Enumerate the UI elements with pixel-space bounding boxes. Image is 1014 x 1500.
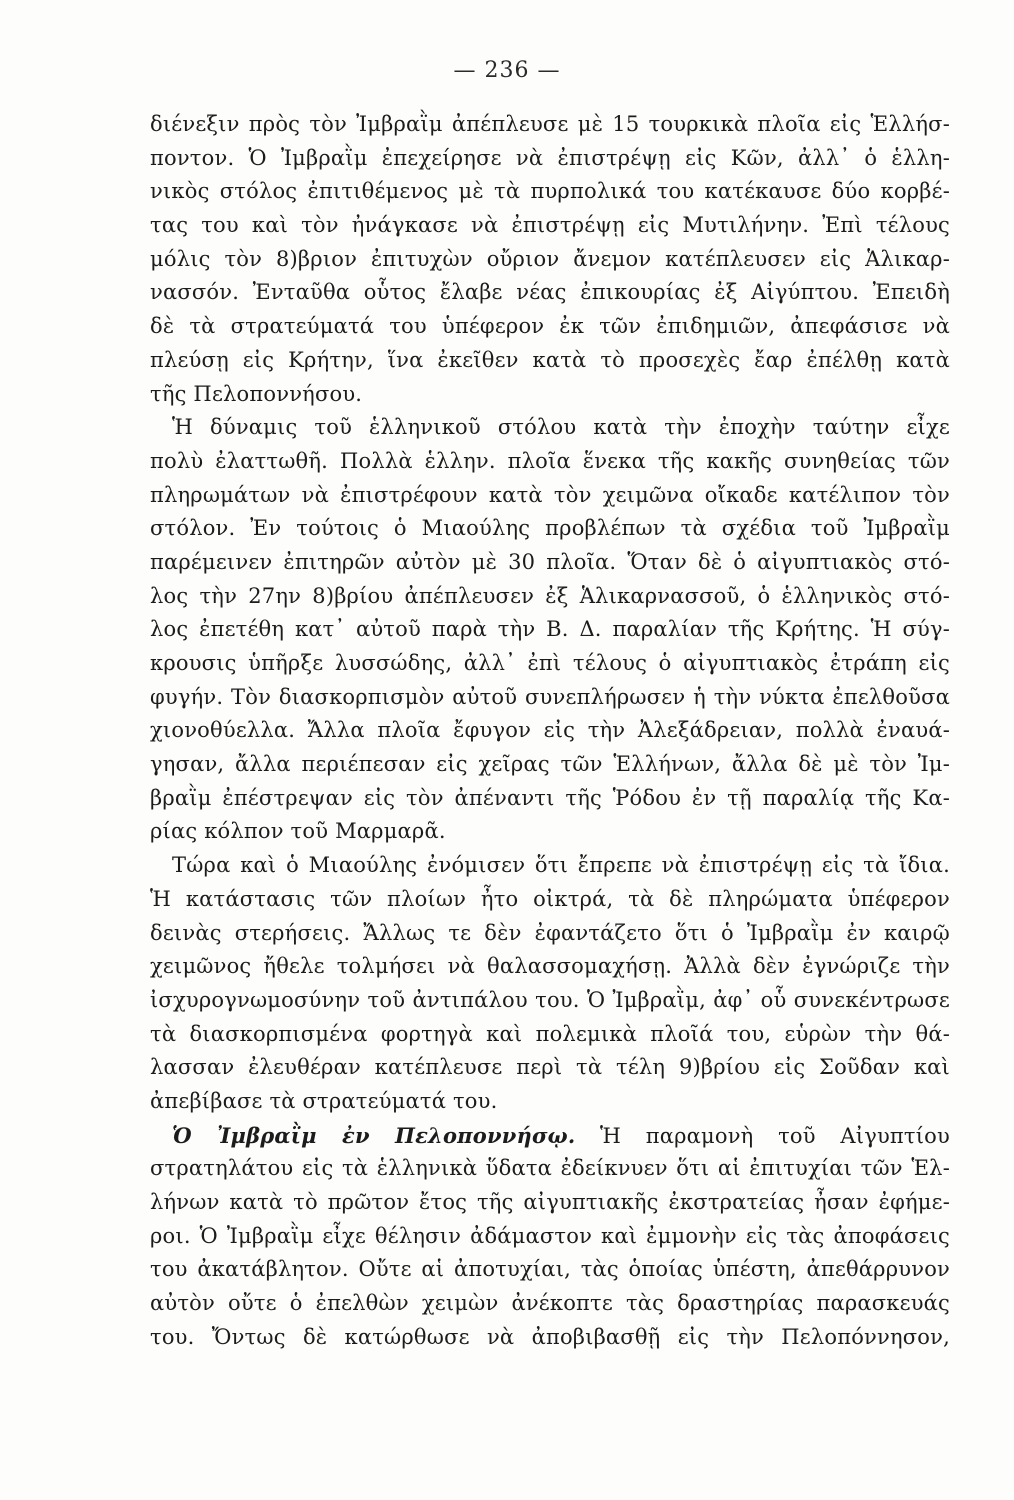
text-line: τῆς Πελοποννήσου. bbox=[150, 381, 363, 406]
page-number: — 236 — bbox=[453, 58, 561, 83]
text-line: ποντον. Ὁ Ἰμβραῒμ ἐπεχείρησε νὰ ἐπιστρέψῃ εἰς Κῶν, ἀλλ᾽ ὁ ἑλλη- bbox=[150, 145, 950, 170]
text-line: διένεξιν πρὸς τὸν Ἰμβραῒμ ἀπέπλευσε μὲ 15 τουρκικὰ πλοῖα εἰς Ἑλλήσ- bbox=[150, 112, 950, 136]
text-line: Ἡ κατάστασις τῶν πλοίων ἦτο οἰκτρά, τὰ δὲ πληρώματα ὑπέφερον bbox=[150, 886, 950, 911]
text-line: κρουσις ὑπῆρξε λυσσώδης, ἀλλ᾽ ἐπὶ τέλους ὁ αἰγυπτιακὸς ἐτράπη εἰς bbox=[150, 651, 950, 675]
text-line: μόλις τὸν 8)βριον ἐπιτυχὼν οὔριον ἄνεμον κατέπλευσεν εἰς Ἁλικαρ- bbox=[150, 246, 950, 271]
text-line: ἀπεβίβασε τὰ στρατεύματά του. bbox=[150, 1088, 498, 1113]
text-line: χειμῶνος ἤθελε τολμήσει νὰ θαλασσομαχήσῃ. Ἀλλὰ δὲν ἐγνώριζε τὴν bbox=[150, 954, 950, 979]
text-line: λος τὴν 27ην 8)βρίου ἀπέπλευσεν ἐξ Ἁλικαρνασσοῦ, ὁ ἑλληνικὸς στό- bbox=[150, 583, 950, 608]
text-line: του. Ὄντως δὲ κατώρθωσε νὰ ἀποβιβασθῇ εἰς τὴν Πελοπόννησον, bbox=[150, 1324, 950, 1349]
section-first-line-rest: Ἡ παραμονὴ τοῦ Αἰγυπτίου bbox=[600, 1123, 950, 1148]
text-line: πλεύσῃ εἰς Κρήτην, ἵνα ἐκεῖθεν κατὰ τὸ προσεχὲς ἔαρ ἐπέλθῃ κατὰ bbox=[150, 347, 950, 372]
section-start-line bbox=[150, 1119, 950, 1153]
text-line: λος ἐπετέθη κατ᾽ αὐτοῦ παρὰ τὴν Β. Δ. παραλίαν τῆς Κρήτης. Ἡ σύγ- bbox=[150, 617, 950, 642]
text-line: νασσόν. Ἐνταῦθα οὗτος ἔλαβε νέας ἐπικουρίας ἐξ Αἰγύπτου. Ἐπειδὴ bbox=[150, 280, 950, 305]
text-line: τας του καὶ τὸν ἠνάγκασε νὰ ἐπιστρέψῃ εἰς Μυτιλήνην. Ἐπὶ τέλους bbox=[150, 213, 950, 238]
text-line: φυγήν. Τὸν διασκορπισμὸν αὐτοῦ συνεπλήρωσεν ἡ τὴν νύκτα ἐπελθοῦσα bbox=[150, 684, 950, 709]
text-line: βραῒμ ἐπέστρεψαν εἰς τὸν ἀπέναντι τῆς Ῥόδου ἐν τῇ παραλίᾳ τῆς Κα- bbox=[150, 785, 950, 810]
text-line: χιονοθύελλα. Ἄλλα πλοῖα ἔφυγον εἰς τὴν Ἀλεξάδρειαν, πολλὰ ἐναυά- bbox=[150, 718, 950, 743]
text-line: αὐτὸν οὔτε ὁ ἐπελθὼν χειμὼν ἀνέκοπτε τὰς δραστηρίας παρασκευάς bbox=[150, 1291, 950, 1316]
text-line: λασσαν ἐλευθέραν κατέπλευσε περὶ τὰ τέλη 9)βρίου εἰς Σοῦδαν καὶ bbox=[150, 1055, 950, 1080]
paragraph-start: Ἡ δύναμις τοῦ ἑλληνικοῦ στόλου κατὰ τὴν ἐποχὴν ταύτην εἶχε bbox=[172, 415, 950, 440]
paragraph-start: Τώρα καὶ ὁ Μιαούλης ἐνόμισεν ὅτι ἔπρεπε νὰ ἐπιστρέψῃ εἰς τὰ ἴδια. bbox=[172, 853, 950, 878]
text-line: δεινὰς στερήσεις. Ἄλλως τε δὲν ἐφαντάζετο ὅτι ὁ Ἰμβραῒμ ἐν καιρῷ bbox=[150, 920, 950, 945]
text-line: ρίας κόλπον τοῦ Μαρμαρᾶ. bbox=[150, 819, 446, 844]
text-line: ροι. Ὁ Ἰμβραῒμ εἶχε θέλησιν ἀδάμαστον καὶ ἐμμονὴν εἰς τὰς ἀποφάσεις bbox=[150, 1223, 950, 1248]
text-line: πληρωμάτων νὰ ἐπιστρέφουν κατὰ τὸν χειμῶνα οἴκαδε κατέλιπον τὸν bbox=[150, 482, 950, 507]
text-line: στόλον. Ἐν τούτοις ὁ Μιαούλης προβλέπων τὰ σχέδια τοῦ Ἰμβραῒμ bbox=[150, 516, 950, 541]
text-line: δὲ τὰ στρατεύματά του ὑπέφερον ἐκ τῶν ἐπιδημιῶν, ἀπεφάσισε νὰ bbox=[150, 314, 950, 339]
text-line: ἰσχυρογνωμοσύνην τοῦ ἀντιπάλου του. Ὁ Ἰμβραῒμ, ἀφ᾽ οὗ συνεκέντρωσε bbox=[150, 987, 950, 1012]
text-line: πολὺ ἐλαττωθῆ. Πολλὰ ἑλλην. πλοῖα ἕνεκα τῆς κακῆς συνηθείας τῶν bbox=[150, 448, 950, 473]
section-heading: Ὁ Ἰμβραῒμ ἐν Πελοποννήσῳ. bbox=[172, 1122, 576, 1148]
text-line: στρατηλάτου εἰς τὰ ἑλληνικὰ ὕδατα ἐδείκνυεν ὅτι αἱ ἐπιτυχίαι τῶν Ἑλ- bbox=[150, 1156, 950, 1181]
text-line: γησαν, ἄλλα περιέπεσαν εἰς χεῖρας τῶν Ἑλλήνων, ἄλλα δὲ μὲ τὸν Ἰμ- bbox=[150, 752, 950, 777]
body-text bbox=[150, 108, 950, 1354]
text-line: λήνων κατὰ τὸ πρῶτον ἔτος τῆς αἰγυπτιακῆς ἐκστρατείας ἦσαν ἐφήμε- bbox=[150, 1190, 950, 1214]
text-line: τὰ διασκορπισμένα φορτηγὰ καὶ πολεμικὰ πλοῖά του, εὑρὼν τὴν θά- bbox=[150, 1021, 950, 1046]
text-line: παρέμεινεν ἐπιτηρῶν αὐτὸν μὲ 30 πλοῖα. Ὅταν δὲ ὁ αἰγυπτιακὸς στό- bbox=[150, 549, 950, 574]
text-line: νικὸς στόλος ἐπιτιθέμενος μὲ τὰ πυρπολικά του κατέκαυσε δύο κορβέ- bbox=[150, 179, 950, 204]
text-line: του ἀκατάβλητον. Οὔτε αἱ ἀποτυχίαι, τὰς ὁποίας ὑπέστη, ἀπεθάρρυνον bbox=[150, 1257, 950, 1282]
